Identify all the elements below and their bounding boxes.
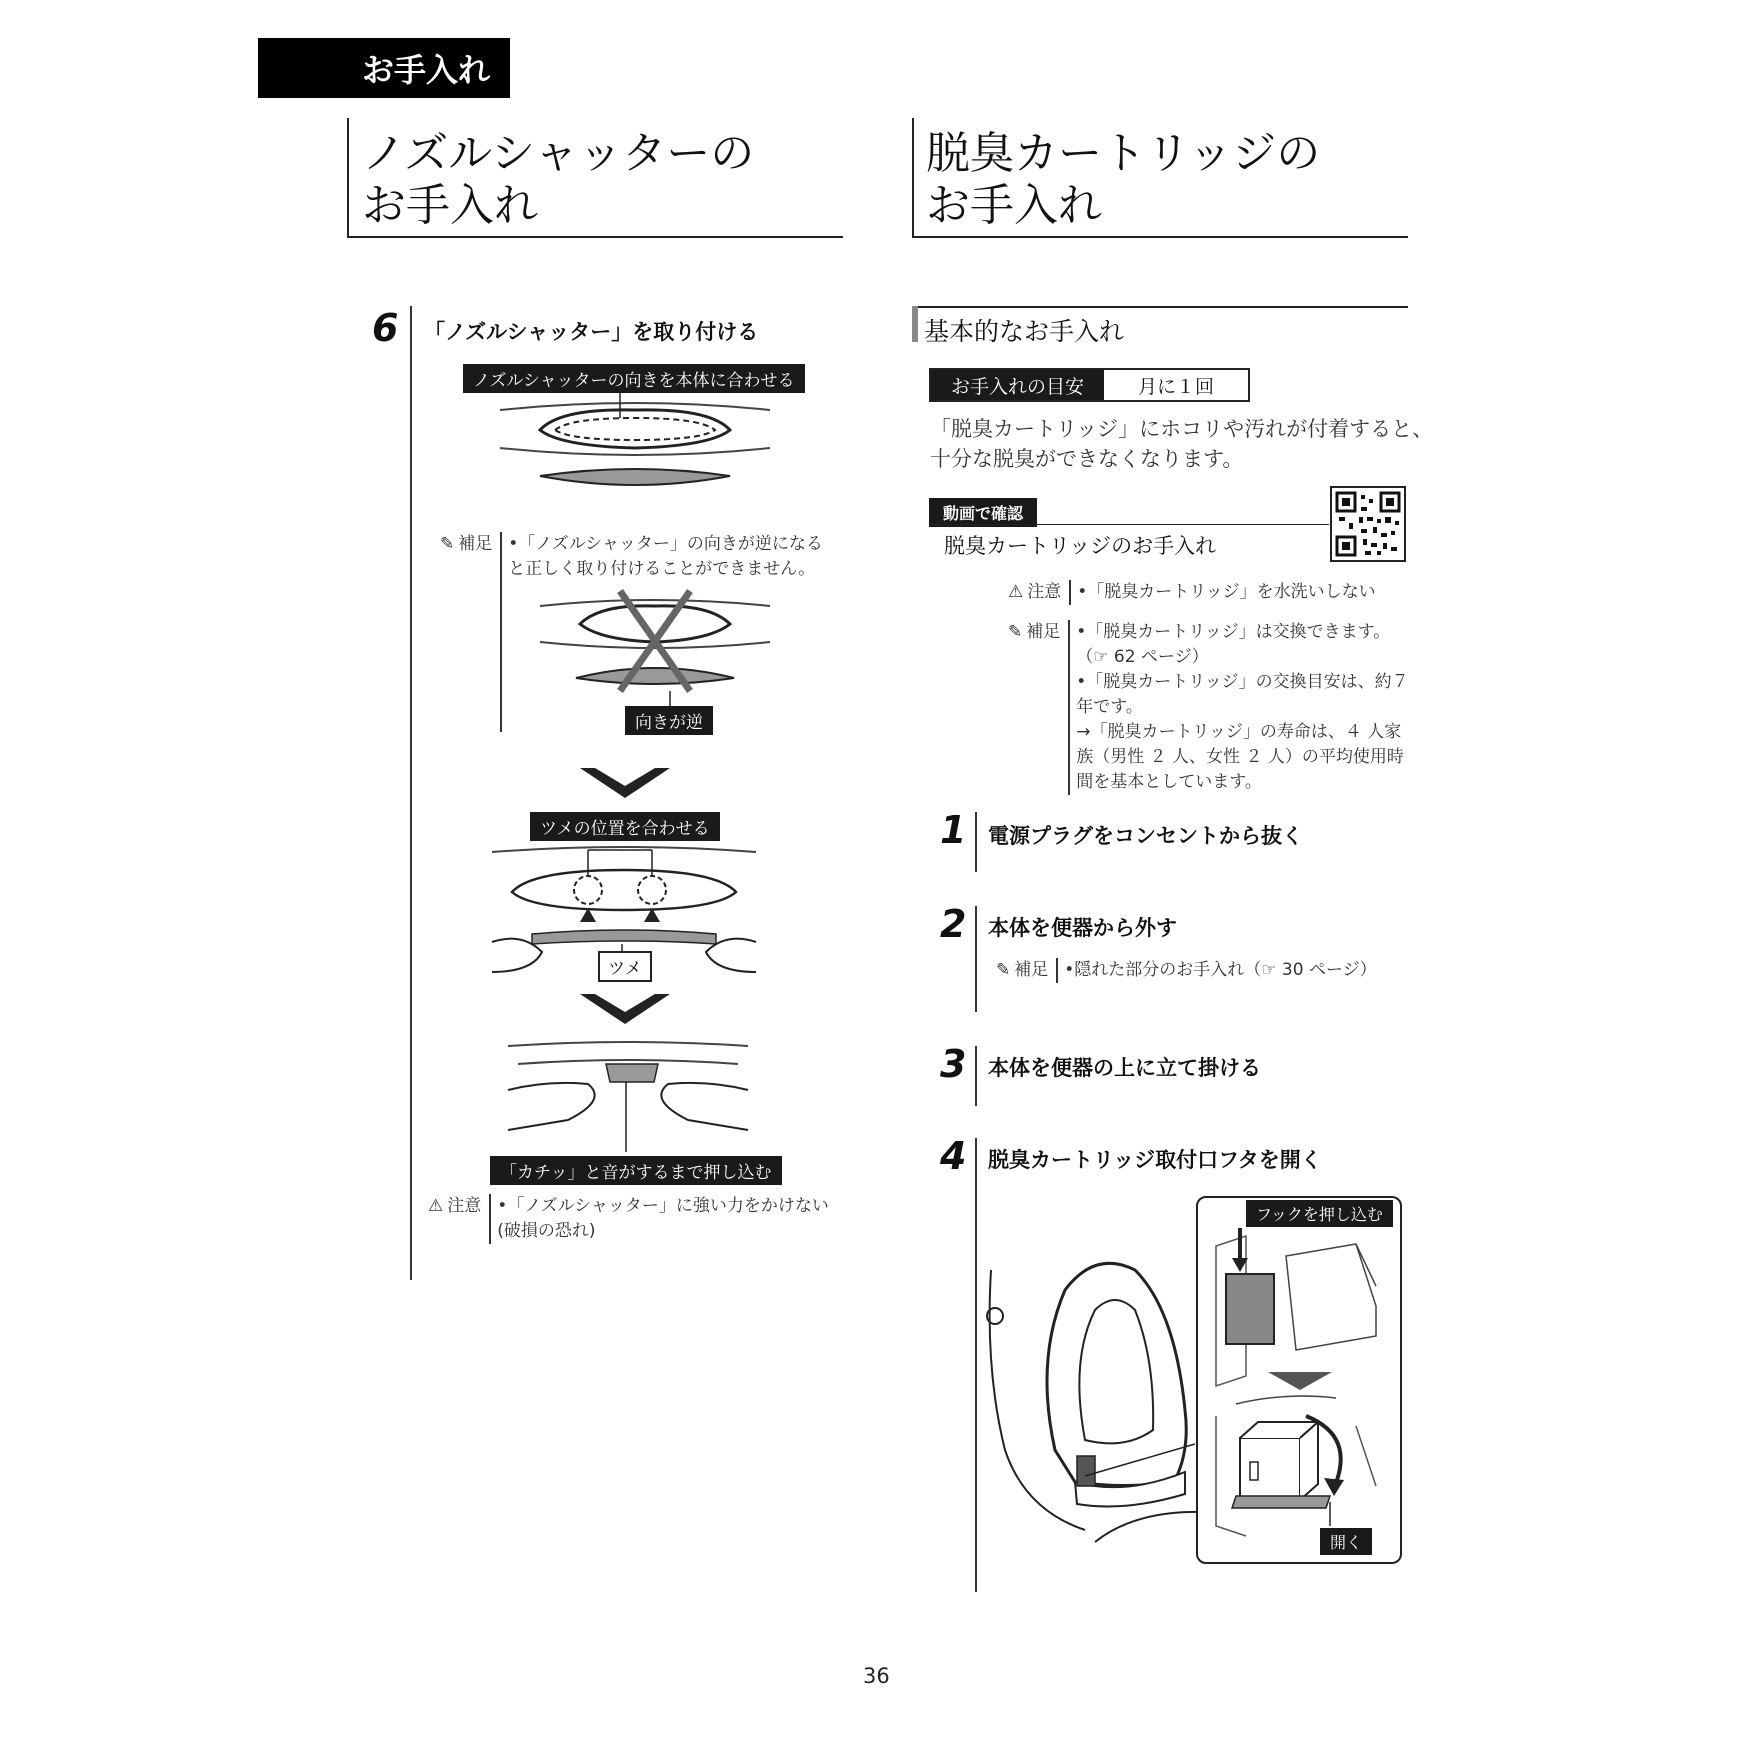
pencil-icon: ✎: [440, 534, 455, 554]
step-6-number: 6: [372, 306, 399, 350]
caution-line: •「ノズルシャッター」に強い力をかけない: [497, 1196, 829, 1216]
subheading-rule: [912, 306, 1408, 308]
step-1-vline: [975, 812, 977, 872]
left-heading: [362, 128, 754, 232]
intro-text: [930, 414, 1433, 474]
label-reverse: 向きが逆: [625, 706, 713, 735]
hosoku-line: →「脱臭カートリッジ」の寿命は、４ 人家: [1076, 722, 1402, 742]
hosoku-line: 年です。: [1076, 697, 1143, 717]
left-heading-rule: [347, 236, 843, 238]
hosoku-line: 族（男性 ２ 人、女性 ２ 人）の平均使用時: [1076, 747, 1404, 767]
caution-head: [428, 1194, 489, 1244]
guide-value: 月に１回: [1104, 370, 1248, 400]
caution-body: [489, 1194, 829, 1244]
warning-triangle-icon: ⚠: [428, 1196, 444, 1216]
right-heading-rule: [912, 236, 1408, 238]
caution-line: (破損の恐れ): [497, 1221, 596, 1241]
section-tab: [258, 38, 510, 98]
step-2-vline: [975, 906, 977, 1012]
step-4-number: 4: [940, 1134, 967, 1178]
shutter-correct-illustration: [500, 388, 770, 498]
hosoku-label: 補足: [458, 534, 493, 554]
hosoku-head: [440, 532, 500, 732]
step-4-title: 脱臭カートリッジ取付口フタを開く: [988, 1148, 1322, 1172]
step-3-vline: [975, 1046, 977, 1106]
label-tsume: ツメ: [598, 951, 652, 982]
hosoku-line: •「脱臭カートリッジ」は交換できます。: [1076, 622, 1391, 642]
pencil-icon: ✎: [1008, 622, 1023, 642]
shutter-reversed-illustration: [540, 586, 770, 696]
intro-line: 「脱臭カートリッジ」にホコリや汚れが付着すると、: [930, 417, 1434, 441]
hosoku-head: [996, 958, 1056, 983]
chevron-down-icon: [580, 768, 670, 804]
hosoku-body: [1068, 620, 1408, 795]
caution-label: 注意: [447, 1196, 482, 1216]
left-heading-line2: お手入れ: [362, 180, 538, 231]
inset-connector: [1085, 1440, 1195, 1480]
label-push: 「カチッ」と音がするまで押し込む: [490, 1156, 782, 1185]
hosoku-label: 補足: [1014, 960, 1049, 980]
step-4-vline: [975, 1138, 977, 1592]
label-orientation: ノズルシャッターの向きを本体に合わせる: [463, 364, 805, 393]
caution-body: [1069, 580, 1375, 605]
toilet-illustration: [985, 1250, 1205, 1542]
label-open: 開く: [1320, 1528, 1372, 1555]
hosoku-line: •「脱臭カートリッジ」の交換目安は、約７: [1076, 672, 1409, 692]
step-3-title: 本体を便器の上に立て掛ける: [988, 1056, 1261, 1080]
step-6-vline: [410, 306, 412, 1280]
push-in-illustration: [508, 1040, 748, 1158]
video-rule: [929, 524, 1329, 525]
right-hosoku-note: [1008, 620, 1409, 795]
hosoku-head: [1008, 620, 1068, 795]
caution-line: •「脱臭カートリッジ」を水洗いしない: [1077, 582, 1376, 602]
hosoku-line: （☞ 62 ページ）: [1076, 647, 1209, 667]
video-label: 動画で確認: [929, 498, 1037, 527]
step-6-title: 「ノズルシャッター」を取り付ける: [424, 320, 759, 344]
hosoku-line: と正しく取り付けることができません。: [508, 559, 816, 579]
right-heading: [926, 128, 1320, 232]
caution-head: [1008, 580, 1069, 605]
pencil-icon: ✎: [996, 960, 1011, 980]
left-heading-line1: ノズルシャッターの: [362, 128, 755, 179]
chevron-down-icon: [580, 994, 670, 1030]
label-tsume-align: ツメの位置を合わせる: [530, 812, 720, 841]
hosoku-body: [1056, 958, 1376, 983]
right-heading-bracket: [912, 118, 914, 238]
warning-triangle-icon: ⚠: [1008, 582, 1024, 602]
step-2-title: 本体を便器から外す: [988, 916, 1177, 940]
hosoku-line: •隠れた部分のお手入れ（☞ 30 ページ）: [1064, 960, 1377, 980]
intro-line: 十分な脱臭ができなくなります。: [930, 447, 1244, 471]
step2-hosoku-note: [996, 958, 1377, 983]
step-1-number: 1: [940, 808, 967, 852]
subheading-marker: [912, 306, 918, 342]
guide-box: [929, 368, 1250, 402]
hosoku-line: •「ノズルシャッター」の向きが逆になる: [508, 534, 823, 554]
right-heading-line2: お手入れ: [926, 180, 1102, 231]
video-title: 脱臭カートリッジのお手入れ: [944, 534, 1217, 558]
qr-code[interactable]: [1331, 487, 1405, 561]
step-2-number: 2: [940, 902, 967, 946]
hosoku-label: 補足: [1026, 622, 1061, 642]
guide-label: お手入れの目安: [931, 370, 1104, 400]
hosoku-line: 間を基本としています。: [1076, 772, 1262, 792]
cartridge-inset-illustration: [1206, 1226, 1392, 1544]
step6-caution-note: [428, 1194, 829, 1244]
step-3-number: 3: [940, 1042, 967, 1086]
page-number: 36: [863, 1664, 890, 1688]
left-heading-bracket: [347, 118, 349, 238]
subheading: 基本的なお手入れ: [924, 317, 1125, 346]
section-tab-label: お手入れ: [362, 51, 491, 89]
right-heading-line1: 脱臭カートリッジの: [926, 128, 1321, 179]
caution-label: 注意: [1027, 582, 1062, 602]
step-1-title: 電源プラグをコンセントから抜く: [988, 824, 1303, 848]
label-hook: フックを押し込む: [1246, 1200, 1393, 1227]
right-caution-note: [1008, 580, 1376, 605]
